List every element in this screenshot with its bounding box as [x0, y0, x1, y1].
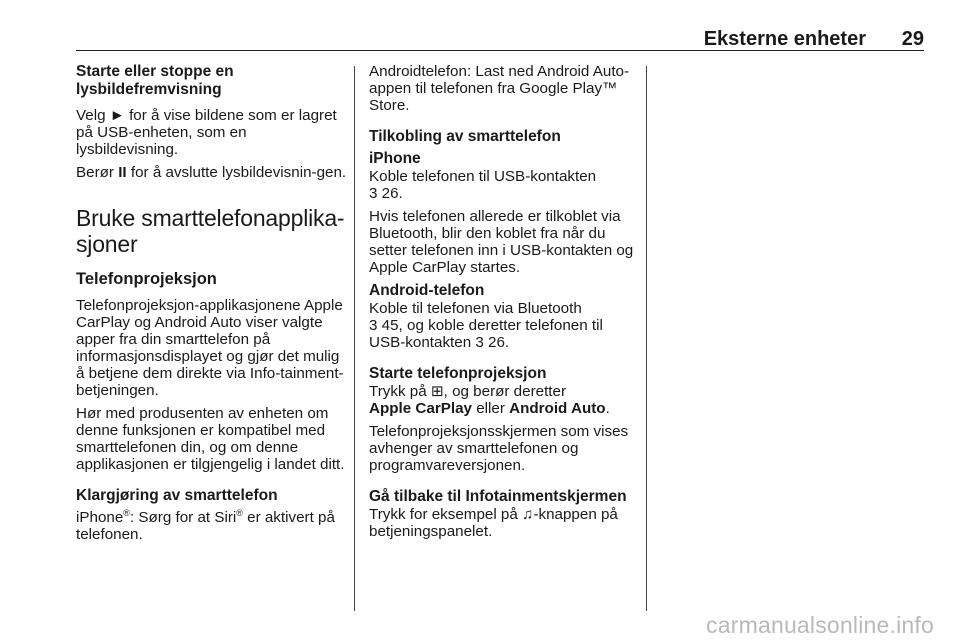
- iphone-heading: iPhone: [369, 150, 421, 167]
- slideshow-start-paragraph: Velg ► for å vise bildene som er lagret på USB-enheten, som en lysbildevisning.: [76, 107, 337, 158]
- iphone-paragraph-2: Hvis telefonen allerede er tilkoblet via Bluetooth, blir den koblet fra når du setter telefonen inn i USB-kontakten og Apple CarPlay startes.: [369, 208, 634, 276]
- header-title: Eksterne enheter: [703, 28, 866, 50]
- android-heading: Android-telefon: [369, 282, 485, 299]
- prep-paragraph: iPhone®: Sørg for at Siri® er aktivert på telefonen.: [76, 508, 335, 544]
- back-heading: Gå tilbake til Infotainmentskjermen: [369, 488, 627, 505]
- start-heading: Starte telefonprojeksjon: [369, 365, 547, 382]
- page-number: 29: [901, 28, 924, 50]
- slideshow-stop-paragraph: Berør II for å avslutte lysbildevisnin-gen.: [76, 164, 347, 181]
- play-icon: ►: [109, 107, 125, 124]
- projection-paragraph-2: Hør med produsenten av enheten om denne funksjonen er kompatibel med smarttelefonen din, og om denne applikasjonen er tilgjengelig i landet ditt.: [76, 405, 345, 473]
- right-column: [369, 63, 639, 540]
- prep-heading: Klargjøring av smarttelefon: [76, 487, 278, 504]
- left-column: [76, 63, 348, 543]
- pause-icon: II: [118, 164, 127, 181]
- section-title: Bruke smarttelefonapplika-sjoner: [76, 205, 345, 257]
- android-paragraph: Koble til telefonen via Bluetooth 3 45, og koble deretter telefonen til USB-kontakten 3 26.: [369, 300, 603, 351]
- back-paragraph: Trykk for eksempel på ♫-knappen på betjeningspanelet.: [369, 506, 618, 540]
- android-download-paragraph: Androidtelefon: Last ned Android Auto-appen til telefonen fra Google Play™ Store.: [369, 63, 630, 114]
- column-divider: [646, 66, 647, 611]
- home-grid-icon: ⊞: [430, 383, 444, 400]
- column-divider: [354, 66, 355, 611]
- watermark: carmanualsonline.info: [706, 612, 934, 638]
- connect-heading: Tilkobling av smarttelefon: [369, 128, 561, 145]
- start-paragraph-1: Trykk på ⊞, og berør deretter Apple CarPlay eller Android Auto.: [369, 383, 610, 417]
- iphone-paragraph-1: Koble telefonen til USB-kontakten 3 26.: [369, 168, 597, 202]
- projection-paragraph-1: Telefonprojeksjon-applikasjonene Apple CarPlay og Android Auto viser valgte apper fra din smarttelefon på informasjonsdisplayet og gjør det mulig å betjene dem direkte via Info-tainment-betjeningen.: [76, 297, 344, 399]
- page-header: [76, 28, 924, 51]
- projection-heading: Telefonprojeksjon: [76, 270, 217, 288]
- page-reference: 3 26.: [369, 185, 403, 202]
- start-paragraph-2: Telefonprojeksjonsskjermen som vises avhenger av smarttelefonen og programvareversjonen.: [369, 423, 629, 474]
- music-note-icon: ♫: [522, 506, 534, 523]
- slideshow-heading: Starte eller stoppe en lysbildefremvisning: [76, 63, 234, 98]
